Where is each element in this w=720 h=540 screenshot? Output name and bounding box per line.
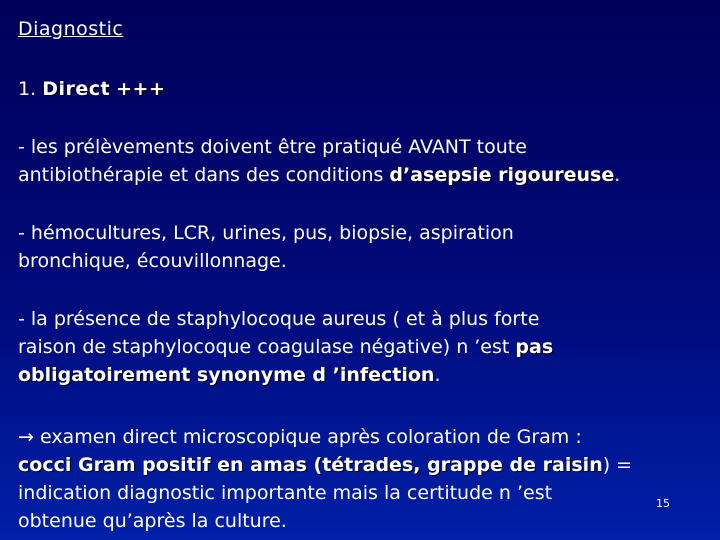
section-marks: +++ xyxy=(116,78,166,100)
paragraph-samples xyxy=(18,219,514,275)
emphasis-text: cocci Gram positif en amas (tétrades, grappe de raisin xyxy=(18,454,603,476)
section-number: 1. xyxy=(18,78,37,100)
paragraph-line: - hémocultures, LCR, urines, pus, biopsie, aspiration xyxy=(18,222,514,244)
arrow-icon: → xyxy=(18,426,34,448)
paragraph-line: - la présence de staphylocoque aureus ( et à plus forte xyxy=(18,308,540,330)
paragraph-line: bronchique, écouvillonnage. xyxy=(18,250,287,272)
paragraph-line: indication diagnostic importante mais la certitude n ’est xyxy=(18,482,553,504)
paragraph-line: cocci Gram positif en amas (tétrades, grappe de raisin) = xyxy=(18,454,633,476)
paragraph-line: - les prélèvements doivent être pratiqué AVANT toute xyxy=(18,136,527,158)
section-heading xyxy=(18,78,165,100)
paragraph-line: raison de staphylocoque coagulase négative) n ’est pas xyxy=(18,336,554,358)
paragraph-line: antibiothérapie et dans des conditions d’asepsie rigoureuse. xyxy=(18,164,621,186)
slide-title: Diagnostic xyxy=(18,18,124,40)
emphasis-text: d’asepsie rigoureuse xyxy=(389,164,615,186)
emphasis-text: pas xyxy=(515,336,554,358)
paragraph-line: obligatoirement synonyme d ’infection. xyxy=(18,364,441,386)
paragraph-staphylococcus xyxy=(18,305,553,389)
paragraph-sampling xyxy=(18,133,620,189)
paragraph-line: → examen direct microscopique après coloration de Gram : xyxy=(18,423,632,451)
section-label: Direct xyxy=(42,78,111,100)
paragraph-line: obtenue qu’après la culture. xyxy=(18,510,287,532)
slide-number: 15 xyxy=(656,497,670,510)
paragraph-gram-stain xyxy=(18,423,632,535)
emphasis-text: obligatoirement synonyme d ’infection xyxy=(18,364,435,386)
